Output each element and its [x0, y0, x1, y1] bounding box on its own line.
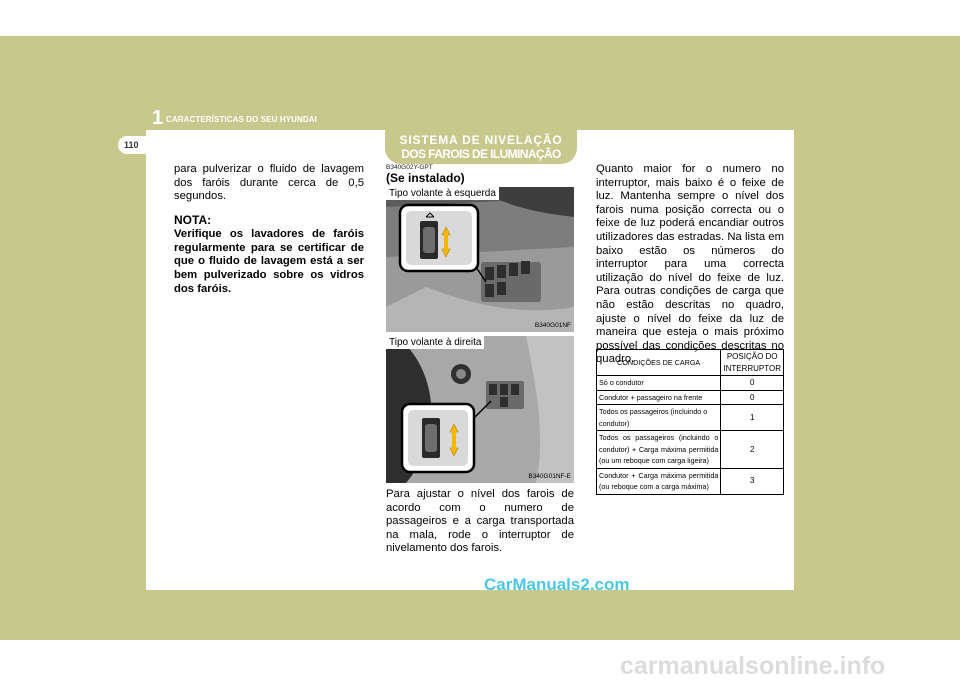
section-subtitle: (Se instalado)	[386, 171, 465, 185]
table-header-row	[597, 350, 784, 376]
position-cell: 0	[721, 376, 784, 391]
condition-cell: Condutor + Carga máxima permitida (ou reboque com a carga máxima)	[597, 468, 721, 494]
position-cell: 1	[721, 405, 784, 431]
photo2-code: B340G01NF-E	[528, 473, 571, 480]
dashboard-photo-2	[386, 336, 574, 483]
photo-left-hand-drive	[386, 187, 574, 332]
condition-cell: Só o condutor	[597, 376, 721, 391]
header-position: POSIÇÃO DO INTERRUPTOR	[721, 350, 784, 376]
nota-text: Verifique os lavadores de faróis regularmente para se certificar de que o fluido de lavagem está a ser bem pulverizado sobre os vidros dos faróis.	[174, 227, 364, 295]
section-code: B340G02Y-GPT	[386, 164, 433, 171]
position-cell: 3	[721, 468, 784, 494]
intro-paragraph: para pulverizar o fluido de lavagem dos faróis durante cerca de 0,5 segundos.	[174, 163, 364, 203]
photo1-code: B340G01NF	[534, 322, 571, 329]
section-title	[385, 133, 577, 161]
dashboard-photo-1	[386, 187, 574, 332]
column-left	[174, 163, 364, 296]
chapter-title: CARACTERÍSTICAS DO SEU HYUNDAI	[166, 115, 318, 124]
watermark-site[interactable]: carmanualsonline.info	[620, 652, 886, 680]
section-title-line1: SISTEMA DE NIVELAÇÃO	[399, 133, 563, 147]
page-number: 110	[124, 140, 139, 150]
position-cell: 2	[721, 431, 784, 469]
header-condition: CONDIÇÕES DE CARGA	[597, 350, 721, 376]
table-row	[597, 431, 784, 469]
column-right-paragraph: Quanto maior for o numero no interruptor, mais baixo é o feixe de luz. Mantenha sempre o nível dos farois numa posição correcta ou o feixe de luz poderá encandiar outros utilizadores das estradas. Na lista em baixo estão os números do interruptor para uma correcta utilização do nível do feixe de luz. Para outras condições de carga que não estão descritas no quadro, ajuste o nível do feixe da luz de maneira que esteja o mais próximo possível das condições descritas no quadro.	[596, 163, 784, 366]
chapter-number: 1	[152, 107, 164, 129]
position-cell: 0	[721, 390, 784, 405]
condition-cell: Todos os passageiros (incluindo o condutor)	[597, 405, 721, 431]
adjust-paragraph: Para ajustar o nível dos farois de acordo com o numero de passageiros e a carga transportada na mala, rode o interruptor de nivelamento dos farois.	[386, 488, 574, 555]
photo-right-hand-drive	[386, 336, 574, 483]
table-row	[597, 468, 784, 494]
table-row	[597, 390, 784, 405]
condition-cell: Todos os passageiros (incluindo o condutor) + Carga máxima permitida (ou um reboque com carga ligeira)	[597, 431, 721, 469]
table-row	[597, 405, 784, 431]
watermark-carmanuals[interactable]: CarManuals2.com	[484, 575, 630, 594]
condition-cell: Condutor + passageiro na frente	[597, 390, 721, 405]
section-title-line2: DOS FAROIS DE ILUMINAÇÃO	[401, 147, 561, 161]
nota-heading: NOTA:	[174, 213, 212, 228]
table-row	[597, 376, 784, 391]
photo2-label: Tipo volante à direita	[386, 336, 484, 349]
photo1-label: Tipo volante à esquerda	[386, 187, 499, 200]
load-conditions-table	[596, 349, 784, 495]
